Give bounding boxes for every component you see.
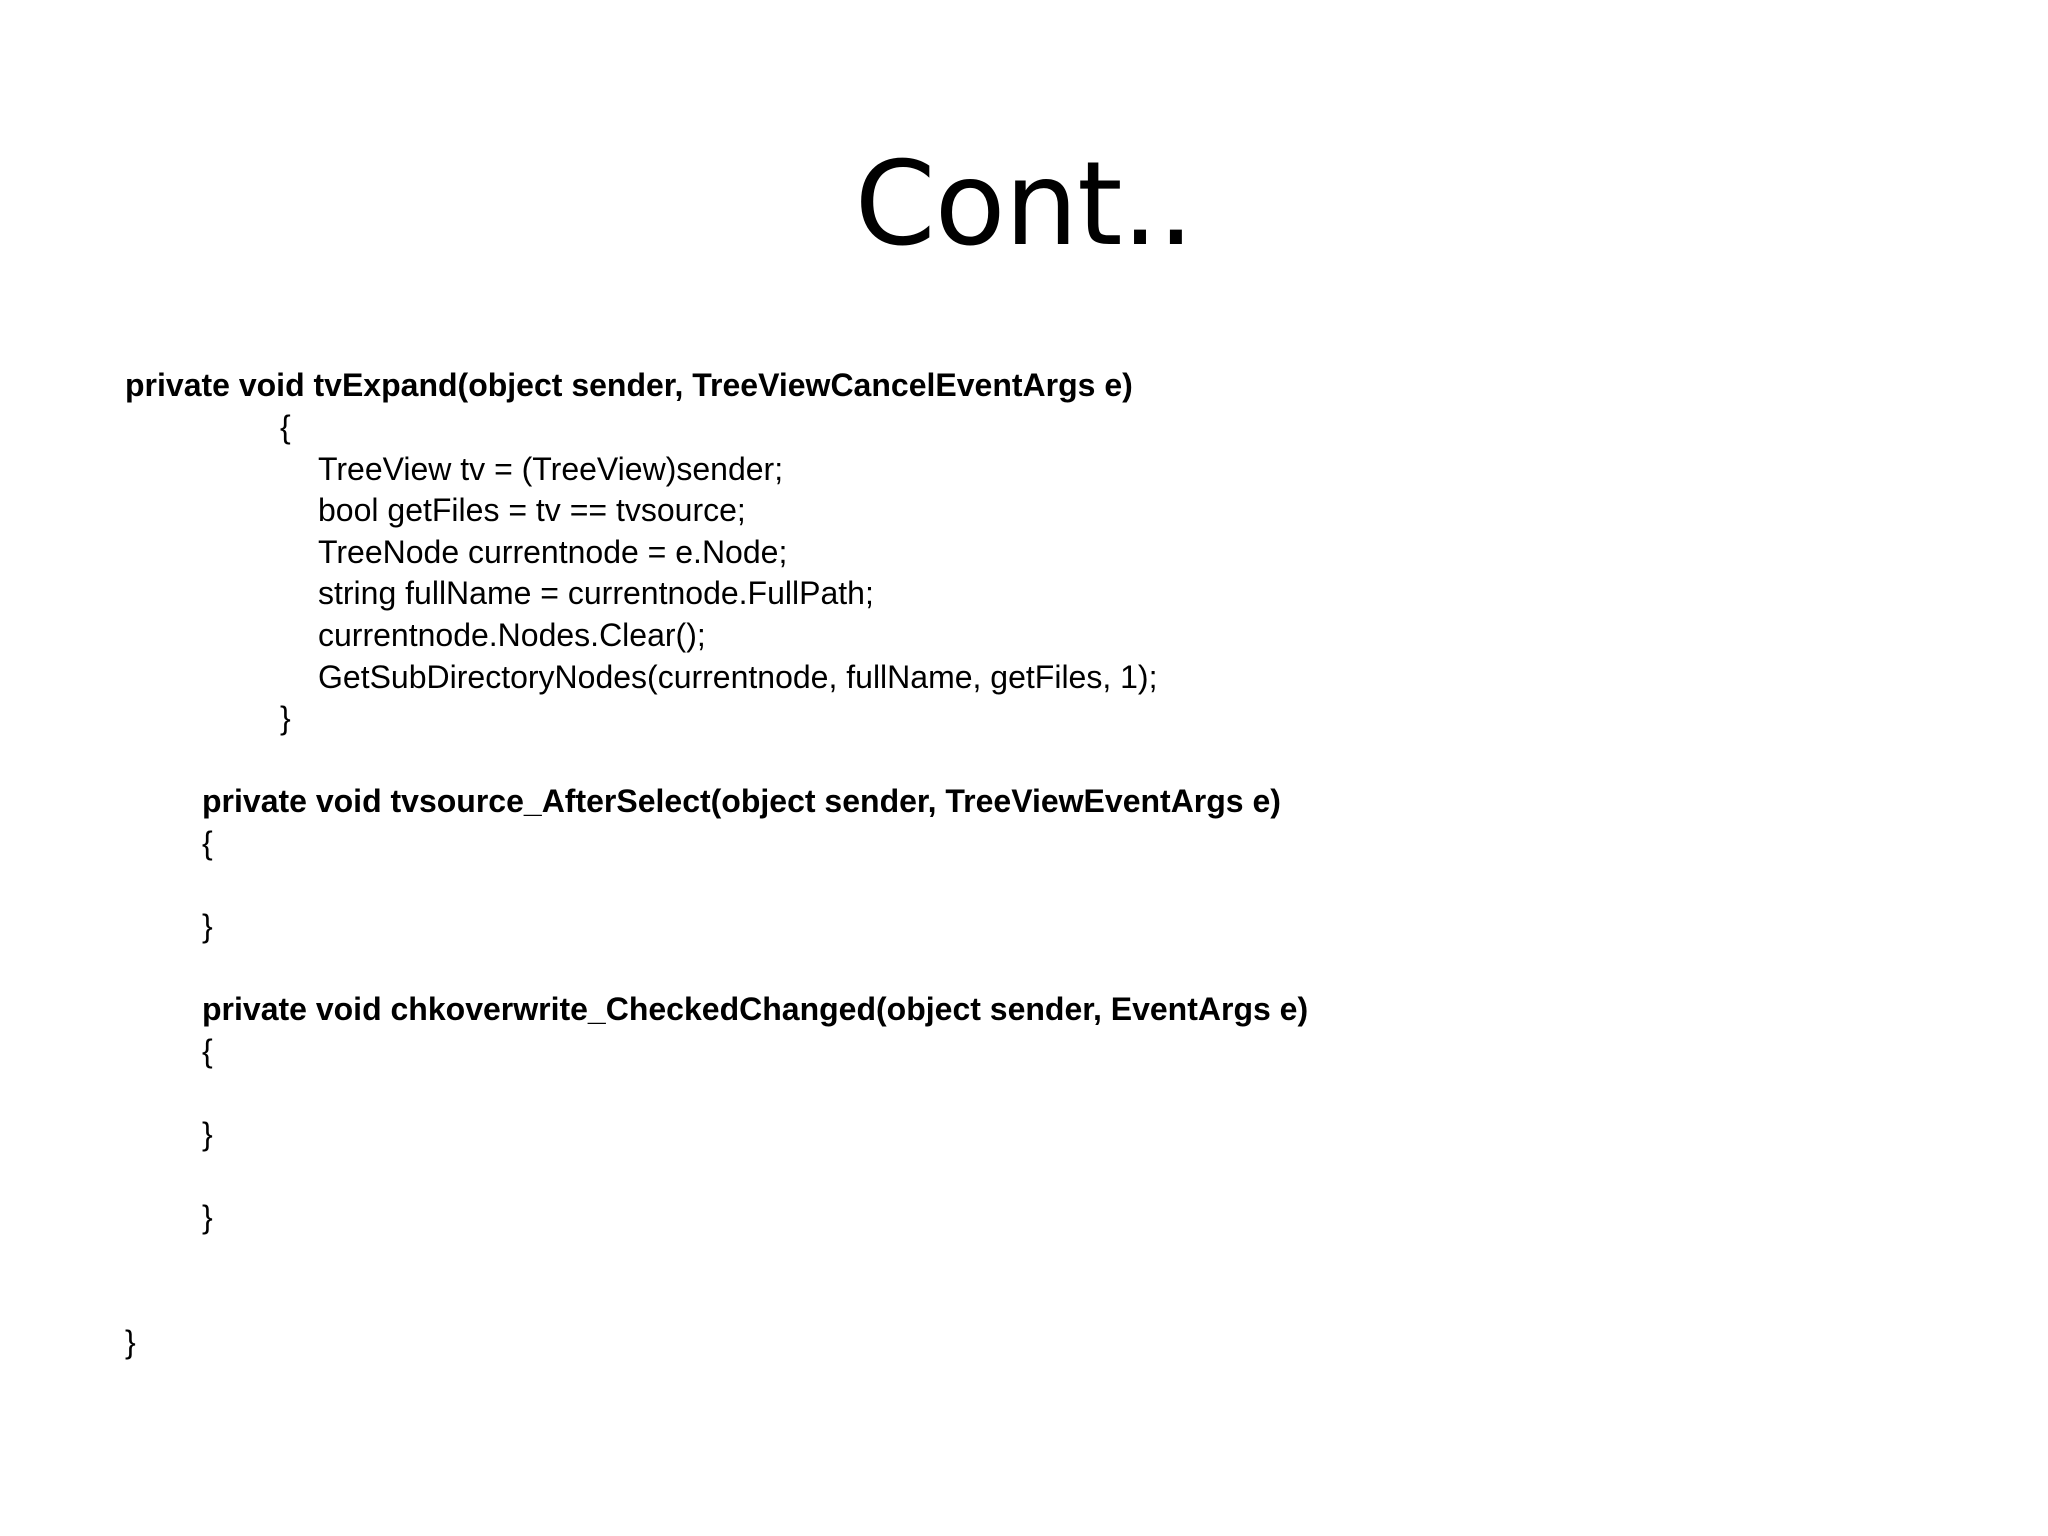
code-line-open-brace: { <box>202 1033 213 1069</box>
code-line-close-brace: } <box>125 1324 136 1360</box>
slide-title: Cont.. <box>854 137 1194 272</box>
code-line: TreeView tv = (TreeView)sender; <box>318 451 784 487</box>
code-line-close-brace: } <box>202 1116 213 1152</box>
code-line-close-brace: } <box>280 700 291 736</box>
code-line-method-signature-checkedchanged: private void chkoverwrite_CheckedChanged(object sender, EventArgs e) <box>202 991 1309 1027</box>
code-line-method-signature-tvexpand: private void tvExpand(object sender, TreeViewCancelEventArgs e) <box>125 367 1133 403</box>
code-line-method-signature-aftersselect: private void tvsource_AfterSelect(object sender, TreeViewEventArgs e) <box>202 783 1281 819</box>
code-line-open-brace: { <box>202 825 213 861</box>
code-line-open-brace: { <box>280 409 291 445</box>
code-line: GetSubDirectoryNodes(currentnode, fullName, getFiles, 1); <box>318 659 1158 695</box>
code-line: TreeNode currentnode = e.Node; <box>318 534 788 570</box>
code-line: currentnode.Nodes.Clear(); <box>318 617 706 653</box>
code-line-close-brace: } <box>202 1199 213 1235</box>
code-line: bool getFiles = tv == tvsource; <box>318 492 746 528</box>
code-line: string fullName = currentnode.FullPath; <box>318 575 874 611</box>
code-line-close-brace: } <box>202 908 213 944</box>
